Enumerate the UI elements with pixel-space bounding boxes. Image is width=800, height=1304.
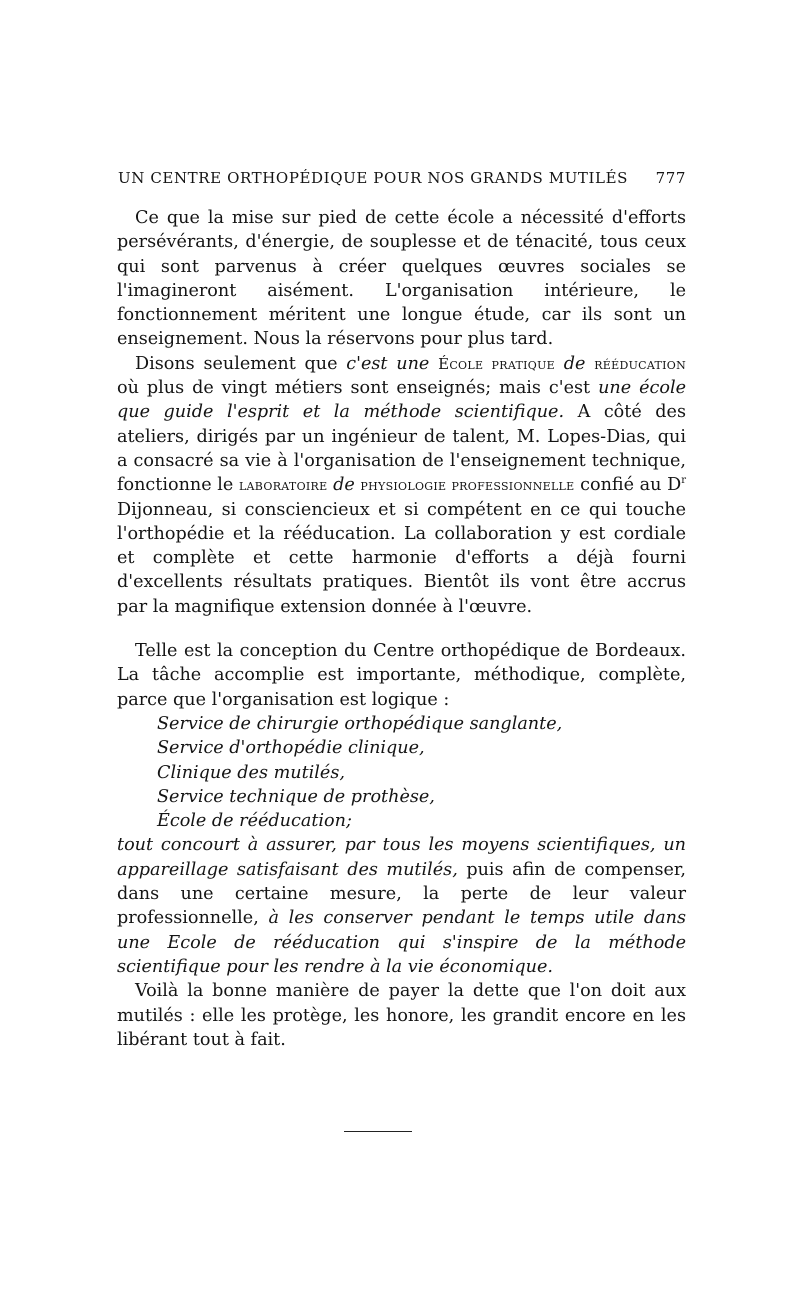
p2-text-4: confié au D [574, 475, 682, 496]
list-item: Service de chirurgie orthopédique sanglante, [157, 713, 563, 734]
p2-smallcaps-3: laboratoire [238, 476, 328, 495]
p4-italic-1: tout concourt à assurer, par tous les moyens scientifiques, un appareillage satisfaisant des mutilés, [117, 835, 686, 880]
p4-text-1: puis afin de compenser, dans une certaine mesure, la perte de leur valeur professionnelle, [117, 859, 686, 929]
p4-italic-2: à les conserver pendant le temps utile dans une Ecole de rééducation qui s'inspire de la méthode scientifique pour les rendre à la vie économique. [117, 908, 686, 977]
page-number: 777 [655, 169, 686, 187]
running-title: UN CENTRE ORTHOPÉDIQUE POUR NOS GRANDS MUTILÉS [118, 169, 629, 187]
list-item: Service technique de prothèse, [157, 786, 435, 807]
paragraph-3: Telle est la conception du Centre orthopédique de Bordeaux. La tâche accomplie est importante, méthodique, complète, parce que l'organisation est logique : [117, 641, 686, 710]
p2-text-5: Dijonneau, si consciencieux et si compétent en ce qui touche l'orthopédie et la rééducation. La collaboration y est cordiale et complète et cette harmonie d'efforts a déjà fourni d'excellents résultats pratiques. Bientôt ils vont être accrus par la magnifique extension donnée à l'œuvre. [117, 499, 686, 617]
list-item: Service d'orthopédie clinique, [157, 738, 425, 759]
p2-italic-3: une école que guide l'esprit et la méthode scientifique. [117, 378, 686, 423]
list-item: École de rééducation; [157, 811, 352, 832]
p2-text-1: Disons seulement que [135, 353, 347, 374]
p2-superscript: r [681, 475, 687, 487]
page-body [117, 206, 686, 1052]
p2-text-3: A côté des ateliers, dirigés par un ingénieur de talent, M. Lopes-Dias, qui a consacré sa vie à l'organisation de l'enseignement technique, fonctionne le [117, 402, 686, 496]
paragraph-5: Voilà la bonne manière de payer la dette que l'on doit aux mutilés : elle les protège, les honore, les grandit encore en les libérant tout à fait. [117, 981, 686, 1050]
paragraph-4 [117, 833, 686, 979]
p2-italic-4: de [333, 475, 355, 496]
closing-rule [344, 1131, 412, 1132]
p2-text-2: où plus de vingt métiers sont enseignés; mais c'est [117, 378, 599, 399]
p2-smallcaps-4: physiologie professionnelle [360, 476, 575, 495]
p2-smallcaps-2: rééducation [594, 354, 687, 373]
list-item: Clinique des mutilés, [157, 762, 345, 783]
services-list [117, 712, 686, 833]
p2-italic-2: de [563, 353, 586, 374]
p2-smallcaps-1: École pratique [438, 354, 555, 373]
paragraph-2 [117, 352, 686, 619]
paragraph-1: Ce que la mise sur pied de cette école a nécessité d'efforts persévérants, d'énergie, de souplesse et de ténacité, tous ceux qui sont parvenus à créer quelques œuvres sociales se l'imagineront aisément. L'organisation intérieure, le fonctionnement méritent une longue étude, car ils sont un enseignement. Nous la réservons pour plus tard. [117, 208, 686, 350]
p2-italic-1: c'est une [346, 353, 430, 374]
